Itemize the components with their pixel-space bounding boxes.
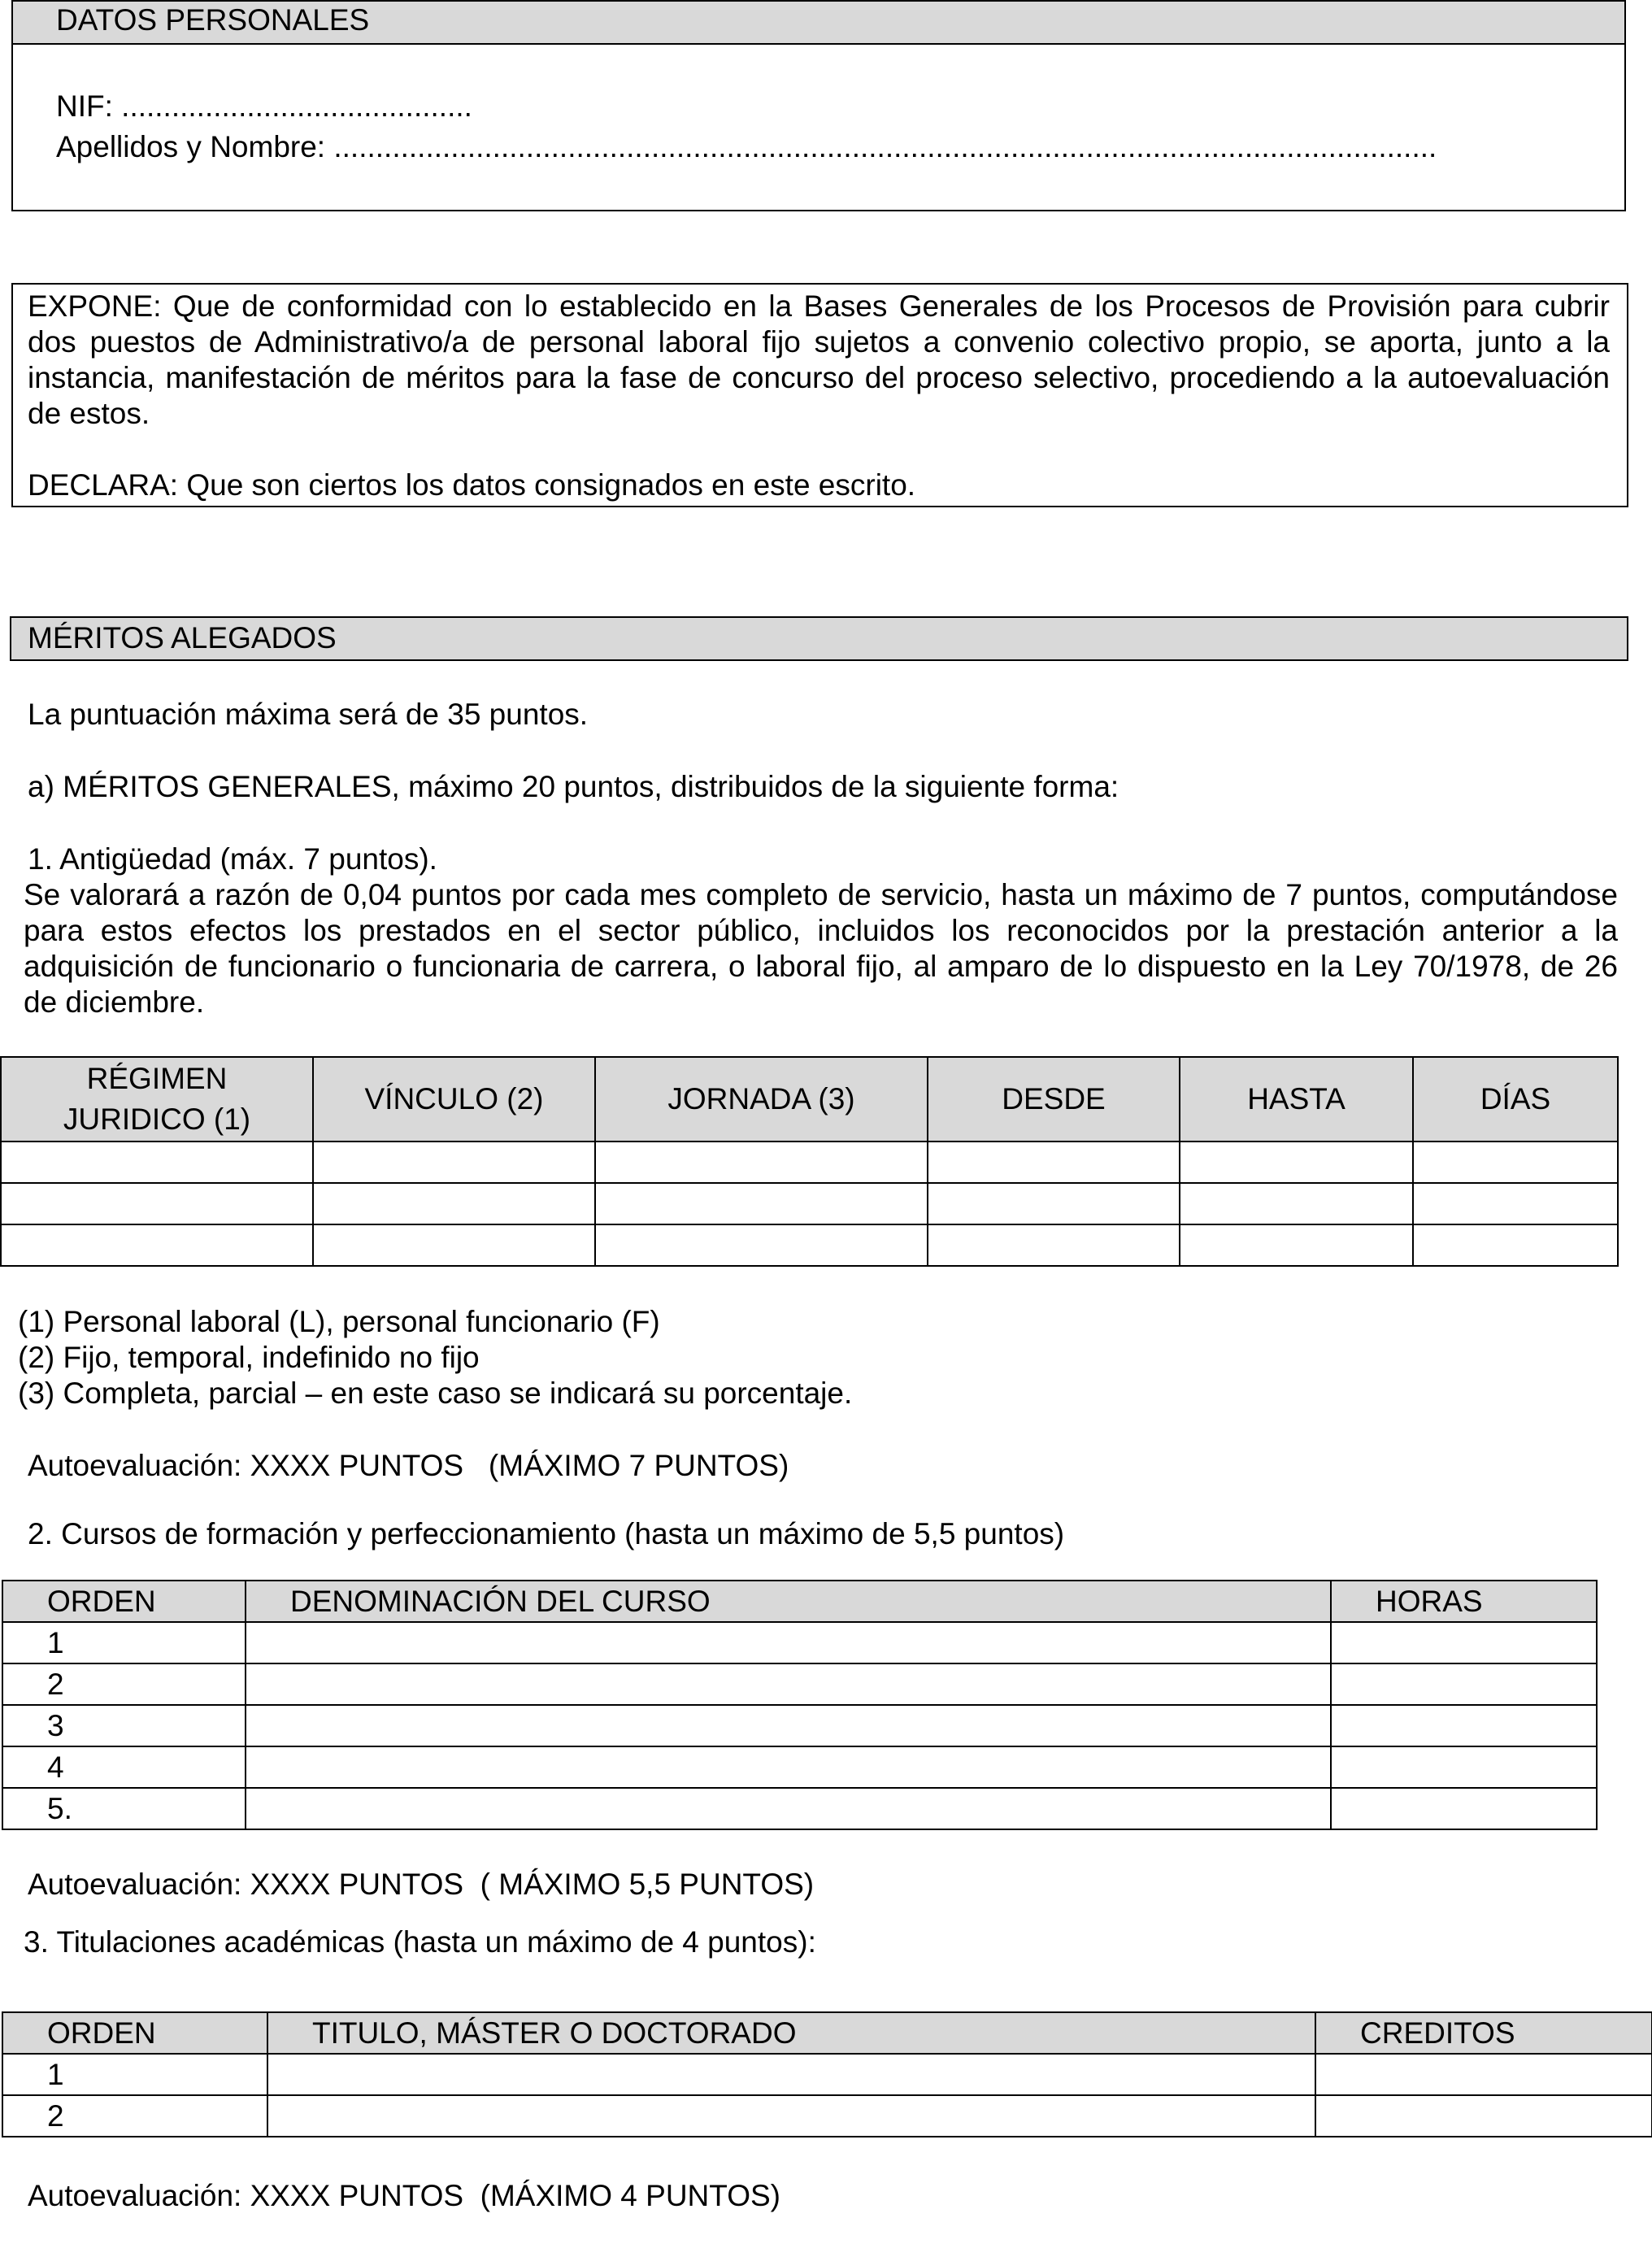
table-row — [2, 2095, 1652, 2137]
table-cell[interactable] — [246, 1705, 1331, 1746]
table-row — [1, 1224, 1618, 1266]
table-row — [2, 1622, 1597, 1663]
antiguedad-line-3: adquisición de funcionario o funcionaria de carrera, o laboral fijo, al amparo de lo dispuesto en la Ley 70/1978, de 26 — [24, 950, 1618, 983]
expone-line-3: instancia, manifestación de méritos para la fase de concurso del proceso selectivo, procediendo a la autoevaluación — [28, 361, 1610, 394]
expone-line-1: EXPONE: Que de conformidad con lo establecido en la Bases Generales de los Procesos de Provisión para cubrir — [28, 289, 1610, 323]
row-orden: 1 — [2, 1622, 246, 1663]
antiguedad-table — [0, 1056, 1619, 1267]
col-titulo: TITULO, MÁSTER O DOCTORADO — [267, 2012, 1315, 2054]
nombre-field[interactable]: Apellidos y Nombre: .................................................................................................................................... — [56, 130, 1437, 163]
table-row — [2, 1746, 1597, 1788]
nota-2: (2) Fijo, temporal, indefinido no fijo — [18, 1341, 480, 1374]
row-orden: 5. — [2, 1788, 246, 1829]
autoevaluacion-antiguedad: Autoevaluación: XXXX PUNTOS (MÁXIMO 7 PUNTOS) — [28, 1449, 789, 1482]
table-cell[interactable] — [313, 1183, 595, 1224]
table-cell[interactable] — [1331, 1705, 1597, 1746]
nif-field[interactable]: NIF: .......................................... — [56, 89, 472, 123]
table-cell[interactable] — [1331, 1788, 1597, 1829]
table-cell[interactable] — [1180, 1183, 1413, 1224]
expone-line-4: de estos. — [28, 397, 150, 430]
col-hasta: HASTA — [1180, 1057, 1413, 1142]
table-cell[interactable] — [246, 1663, 1331, 1705]
table-cell[interactable] — [246, 1788, 1331, 1829]
row-orden: 4 — [2, 1746, 246, 1788]
meritos-generales: a) MÉRITOS GENERALES, máximo 20 puntos, distribuidos de la siguiente forma: — [28, 770, 1119, 803]
table-cell[interactable] — [1413, 1224, 1618, 1266]
table-cell[interactable] — [246, 1746, 1331, 1788]
datos-personales-box — [11, 43, 1626, 211]
table-cell[interactable] — [595, 1183, 928, 1224]
table-cell[interactable] — [595, 1142, 928, 1183]
table-cell[interactable] — [1315, 2095, 1652, 2137]
puntuacion-maxima: La puntuación máxima será de 35 puntos. — [28, 698, 589, 731]
antiguedad-line-2: para estos efectos los prestados en el sector público, incluidos los reconocidos por la prestación anterior a la — [24, 914, 1618, 947]
table-cell[interactable] — [1, 1224, 313, 1266]
table-cell[interactable] — [1331, 1622, 1597, 1663]
table-cell[interactable] — [928, 1183, 1180, 1224]
col-creditos: CREDITOS — [1315, 2012, 1652, 2054]
table-cell[interactable] — [1180, 1224, 1413, 1266]
declara-text: DECLARA: Que son ciertos los datos consignados en este escrito. — [28, 468, 916, 502]
col-regimen-line1: RÉGIMEN — [86, 1062, 228, 1095]
autoevaluacion-titulaciones: Autoevaluación: XXXX PUNTOS (MÁXIMO 4 PUNTOS) — [28, 2179, 780, 2212]
table-cell[interactable] — [313, 1142, 595, 1183]
col-horas: HORAS — [1331, 1581, 1597, 1622]
table-cell[interactable] — [1331, 1663, 1597, 1705]
table-cell[interactable] — [928, 1224, 1180, 1266]
col-denominacion: DENOMINACIÓN DEL CURSO — [246, 1581, 1331, 1622]
titulaciones-table — [2, 2011, 1652, 2137]
row-orden: 3 — [2, 1705, 246, 1746]
table-row — [1, 1142, 1618, 1183]
table-cell[interactable] — [246, 1622, 1331, 1663]
row-orden: 2 — [2, 1663, 246, 1705]
col-orden: ORDEN — [2, 2012, 267, 2054]
table-row — [1, 1183, 1618, 1224]
antiguedad-line-4: de diciembre. — [24, 985, 205, 1019]
col-dias: DÍAS — [1413, 1057, 1618, 1142]
nota-1: (1) Personal laboral (L), personal funcionario (F) — [18, 1305, 660, 1338]
col-vinculo: VÍNCULO (2) — [313, 1057, 595, 1142]
table-row — [2, 1705, 1597, 1746]
datos-personales-header: DATOS PERSONALES — [56, 3, 370, 37]
table-cell[interactable] — [1, 1142, 313, 1183]
cursos-title: 2. Cursos de formación y perfeccionamiento (hasta un máximo de 5,5 puntos) — [28, 1517, 1065, 1550]
row-orden: 2 — [2, 2095, 267, 2137]
table-cell[interactable] — [267, 2095, 1315, 2137]
col-regimen-line2: JURIDICO (1) — [63, 1102, 251, 1136]
table-cell[interactable] — [267, 2054, 1315, 2095]
antiguedad-title: 1. Antigüedad (máx. 7 puntos). — [28, 842, 437, 876]
table-cell[interactable] — [1180, 1142, 1413, 1183]
cursos-table — [2, 1580, 1598, 1830]
col-desde: DESDE — [928, 1057, 1180, 1142]
expone-line-2: dos puestos de Administrativo/a de personal laboral fijo sujetos a convenio colectivo propio, se aporta, junto a la — [28, 325, 1610, 359]
table-cell[interactable] — [595, 1224, 928, 1266]
row-orden: 1 — [2, 2054, 267, 2095]
table-cell[interactable] — [1413, 1142, 1618, 1183]
antiguedad-line-1: Se valorará a razón de 0,04 puntos por cada mes completo de servicio, hasta un máximo de 7 puntos, computándose — [24, 878, 1618, 911]
autoevaluacion-cursos: Autoevaluación: XXXX PUNTOS ( MÁXIMO 5,5 PUNTOS) — [28, 1868, 815, 1901]
table-cell[interactable] — [1315, 2054, 1652, 2095]
table-cell[interactable] — [1, 1183, 313, 1224]
table-row — [2, 1663, 1597, 1705]
col-jornada: JORNADA (3) — [595, 1057, 928, 1142]
col-orden: ORDEN — [2, 1581, 246, 1622]
table-cell[interactable] — [1413, 1183, 1618, 1224]
table-cell[interactable] — [928, 1142, 1180, 1183]
table-row — [2, 1788, 1597, 1829]
table-row — [2, 2054, 1652, 2095]
meritos-header: MÉRITOS ALEGADOS — [28, 621, 337, 654]
titulaciones-title: 3. Titulaciones académicas (hasta un máximo de 4 puntos): — [24, 1925, 816, 1959]
nota-3: (3) Completa, parcial – en este caso se indicará su porcentaje. — [18, 1376, 853, 1410]
table-cell[interactable] — [1331, 1746, 1597, 1788]
table-cell[interactable] — [313, 1224, 595, 1266]
col-regimen — [1, 1057, 313, 1142]
